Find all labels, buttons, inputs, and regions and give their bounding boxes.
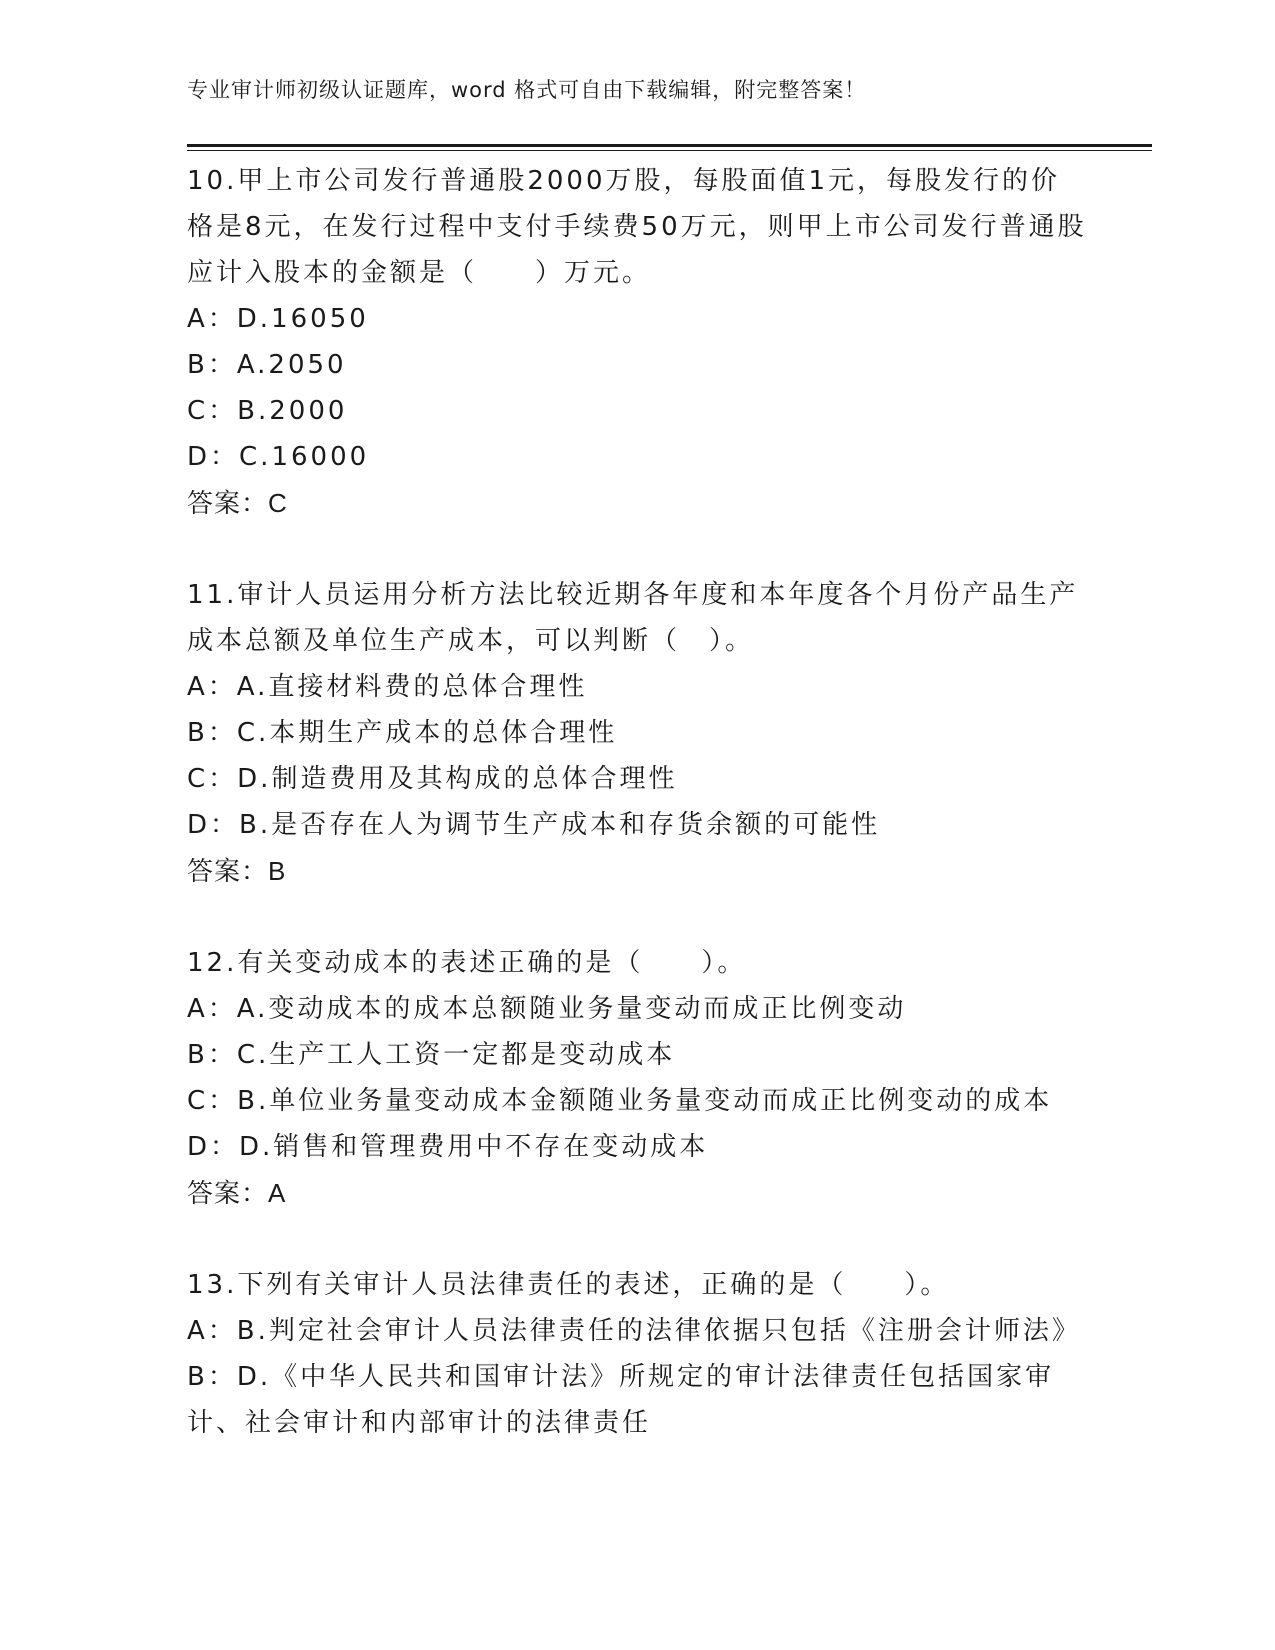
header-divider-thin (187, 150, 1152, 151)
question-stem: 13.下列有关审计人员法律责任的表述，正确的是（ ）。 (187, 1270, 950, 1300)
option-a: A：A.直接材料费的总体合理性 (187, 672, 588, 702)
option-c: C：B.单位业务量变动成本金额随业务量变动而成正比例变动的成本 (187, 1086, 1053, 1116)
answer: 答案：B (187, 856, 287, 886)
question-13 (187, 1262, 1087, 1446)
option-a: A：A.变动成本的成本总额随业务量变动而成正比例变动 (187, 994, 907, 1024)
option-d: D：B.是否存在人为调节生产成本和存货余额的可能性 (187, 810, 881, 840)
question-list (187, 158, 1087, 1446)
answer: 答案：C (187, 488, 288, 518)
question-11 (187, 572, 1087, 894)
option-c: C：D.制造费用及其构成的总体合理性 (187, 764, 678, 794)
option-d: D：D.销售和管理费用中不存在变动成本 (187, 1132, 709, 1162)
question-10 (187, 158, 1087, 526)
answer: 答案：A (187, 1178, 287, 1208)
option-c: C：B.2000 (187, 396, 348, 426)
option-b: B：C.生产工人工资一定都是变动成本 (187, 1040, 676, 1070)
question-stem: 11.审计人员运用分析方法比较近期各年度和本年度各个月份产品生产成本总额及单位生产成本，可以判断（ ）。 (187, 580, 1079, 656)
page-header: 专业审计师初级认证题库，word 格式可自由下载编辑，附完整答案！ (187, 78, 867, 102)
option-b: B：C.本期生产成本的总体合理性 (187, 718, 618, 748)
header-divider (187, 144, 1152, 147)
option-a: A：B.判定社会审计人员法律责任的法律依据只包括《注册会计师法》 (187, 1316, 1081, 1346)
question-stem: 10.甲上市公司发行普通股2000万股，每股面值1元，每股发行的价格是8元，在发行过程中支付手续费50万元，则甲上市公司发行普通股应计入股本的金额是（ ）万元。 (187, 166, 1087, 288)
option-b: B：D.《中华人民共和国审计法》所规定的审计法律责任包括国家审计、社会审计和内部审计的法律责任 (187, 1362, 1055, 1438)
question-stem: 12.有关变动成本的表述正确的是（ ）。 (187, 948, 747, 978)
option-b: B：A.2050 (187, 350, 347, 380)
question-12 (187, 940, 1087, 1216)
option-a: A：D.16050 (187, 304, 369, 334)
option-d: D：C.16000 (187, 442, 370, 472)
